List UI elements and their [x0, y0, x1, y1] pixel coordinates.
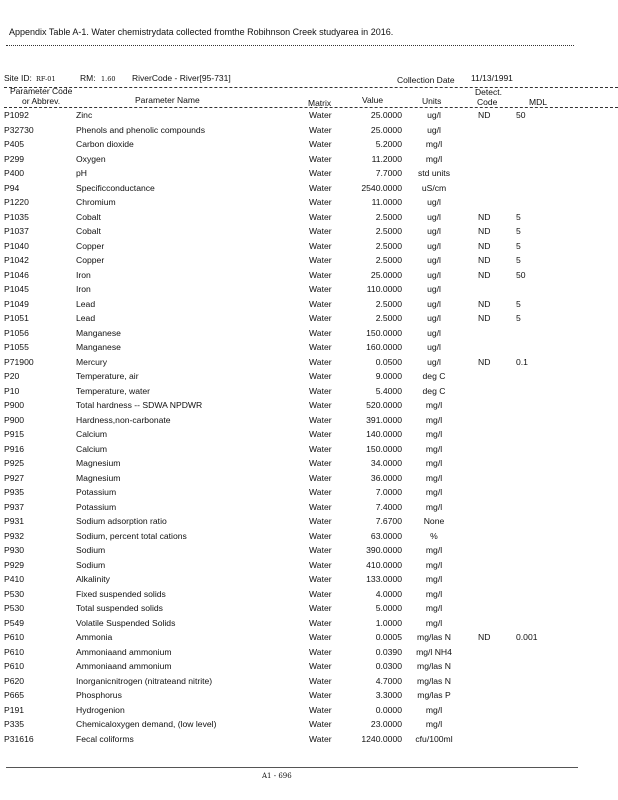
cell-param-code: P405: [4, 139, 25, 149]
cell-units: mg/l NH4: [416, 647, 452, 657]
cell-value: 3.3000: [375, 690, 402, 700]
cell-matrix: Water: [309, 574, 332, 584]
cell-param-code: P915: [4, 429, 25, 439]
cell-param-code: P71900: [4, 357, 34, 367]
cell-units: ug/l: [427, 212, 441, 222]
cell-matrix: Water: [309, 719, 332, 729]
cell-units: mg/l: [425, 574, 443, 584]
cell-param-name: Magnesium: [76, 458, 121, 468]
cell-param-name: Hydrogenion: [76, 705, 125, 715]
cell-matrix: Water: [309, 371, 332, 381]
cell-matrix: Water: [309, 487, 332, 497]
cell-param-code: P400: [4, 168, 25, 178]
cell-param-name: Temperature, water: [76, 386, 151, 396]
cell-param-code: P610: [4, 661, 25, 671]
cell-value: 25.0000: [370, 125, 402, 135]
cell-param-name: Sodium adsorption ratio: [76, 516, 167, 526]
cell-units: mg/l: [425, 415, 443, 425]
cell-param-code: P665: [4, 690, 25, 700]
cell-units: mg/l: [425, 444, 443, 454]
cell-matrix: Water: [309, 603, 332, 613]
cell-param-name: Total hardness -- SDWA NPDWR: [76, 400, 203, 410]
cell-value: 391.0000: [366, 415, 402, 425]
cell-units: mg/l: [425, 705, 443, 715]
cell-units: mg/l: [425, 154, 443, 164]
cell-param-code: P1035: [4, 212, 29, 222]
header-detect-code: Code: [477, 97, 498, 107]
cell-units: mg/las N: [417, 676, 451, 686]
cell-value: 7.4000: [375, 502, 402, 512]
cell-units: mg/l: [425, 589, 443, 599]
page-title: Appendix Table A-1. Water chemistrydata collected fromthe Robihnson Creek studyarea in 2016.: [9, 27, 394, 37]
cell-value: 7.0000: [375, 487, 402, 497]
cell-param-name: Ammonia: [76, 632, 113, 642]
cell-matrix: Water: [309, 154, 332, 164]
cell-param-name: Temperature, air: [76, 371, 139, 381]
header-param-code-abbrev: or Abbrev.: [22, 96, 61, 106]
cell-matrix: Water: [309, 589, 332, 599]
cell-units: uS/cm: [421, 183, 447, 193]
cell-param-code: P530: [4, 603, 25, 613]
cell-units: ug/l: [427, 328, 441, 338]
cell-value: 5.2000: [375, 139, 402, 149]
cell-matrix: Water: [309, 473, 332, 483]
river-code: RiverCode - River[95-731]: [132, 73, 231, 83]
cell-param-code: P900: [4, 400, 25, 410]
cell-matrix: Water: [309, 400, 332, 410]
cell-units: ug/l: [427, 110, 441, 120]
cell-value: 2.5000: [375, 313, 402, 323]
cell-detect-code: ND: [478, 270, 491, 280]
cell-param-code: P925: [4, 458, 25, 468]
cell-matrix: Water: [309, 284, 332, 294]
cell-matrix: Water: [309, 197, 332, 207]
cell-param-name: Iron: [76, 270, 91, 280]
cell-value: 34.0000: [370, 458, 402, 468]
cell-value: 2540.0000: [361, 183, 402, 193]
cell-param-name: Potassium: [76, 502, 117, 512]
cell-matrix: Water: [309, 139, 332, 149]
cell-matrix: Water: [309, 357, 332, 367]
cell-value: 7.6700: [375, 516, 402, 526]
cell-value: 25.0000: [370, 270, 402, 280]
cell-value: 4.7000: [375, 676, 402, 686]
cell-matrix: Water: [309, 183, 332, 193]
cell-detect-code: ND: [478, 212, 491, 222]
collection-date-label: Collection Date: [397, 75, 455, 85]
site-id-label: Site ID:: [4, 73, 32, 83]
site-id-value: RF-01: [36, 75, 56, 83]
cell-units: ug/l: [427, 284, 441, 294]
cell-param-code: P916: [4, 444, 25, 454]
cell-value: 11.0000: [371, 197, 402, 207]
cell-units: deg C: [422, 371, 446, 381]
cell-param-code: P410: [4, 574, 25, 584]
cell-units: ug/l: [427, 299, 441, 309]
cell-value: 2.5000: [375, 255, 402, 265]
cell-mdl: 5: [516, 313, 521, 323]
cell-matrix: Water: [309, 560, 332, 570]
cell-param-name: Phosphorus: [76, 690, 122, 700]
cell-units: mg/l: [425, 719, 443, 729]
cell-value: 0.0500: [375, 357, 402, 367]
cell-value: 0.0390: [375, 647, 402, 657]
cell-param-code: P191: [4, 705, 25, 715]
cell-param-name: Specificconductance: [76, 183, 155, 193]
cell-param-name: pH: [76, 168, 87, 178]
cell-param-code: P20: [4, 371, 20, 381]
cell-mdl: 50: [516, 110, 526, 120]
header-matrix: Matrix: [308, 98, 332, 108]
cell-param-name: Calcium: [76, 444, 108, 454]
cell-mdl: 5: [516, 226, 521, 236]
cell-units: ug/l: [427, 226, 441, 236]
cell-value: 150.0000: [366, 328, 402, 338]
cell-value: 2.5000: [375, 226, 402, 236]
cell-matrix: Water: [309, 734, 332, 744]
cell-units: mg/l: [425, 458, 443, 468]
cell-units: std units: [417, 168, 450, 178]
cell-mdl: 0.1: [516, 357, 528, 367]
cell-param-code: P1056: [4, 328, 29, 338]
cell-param-name: Magnesium: [76, 473, 121, 483]
cell-param-name: Sodium: [76, 560, 106, 570]
cell-param-code: P937: [4, 502, 25, 512]
header-detect: Detect.: [475, 87, 502, 97]
dotted-divider: [6, 45, 574, 46]
cell-param-name: Hardness,non-carbonate: [76, 415, 171, 425]
cell-detect-code: ND: [478, 241, 491, 251]
cell-matrix: Water: [309, 676, 332, 686]
cell-param-name: Iron: [76, 284, 91, 294]
cell-param-name: Carbon dioxide: [76, 139, 134, 149]
cell-param-name: Oxygen: [76, 154, 106, 164]
cell-value: 4.0000: [375, 589, 402, 599]
cell-value: 150.0000: [366, 444, 402, 454]
header-value: Value: [362, 95, 384, 105]
cell-param-name: Fecal coliforms: [76, 734, 134, 744]
rm-value: 1.60: [101, 75, 116, 83]
cell-param-code: P94: [4, 183, 20, 193]
cell-param-code: P935: [4, 487, 25, 497]
cell-param-code: P620: [4, 676, 25, 686]
header-param-name: Parameter Name: [135, 95, 200, 105]
cell-param-name: Copper: [76, 255, 105, 265]
cell-units: mg/las N: [417, 632, 451, 642]
cell-param-code: P929: [4, 560, 25, 570]
cell-mdl: 50: [516, 270, 526, 280]
cell-units: ug/l: [427, 241, 441, 251]
cell-param-name: Chromium: [76, 197, 116, 207]
cell-value: 0.0300: [375, 661, 402, 671]
cell-units: mg/l: [425, 400, 443, 410]
cell-param-code: P1045: [4, 284, 29, 294]
cell-matrix: Water: [309, 313, 332, 323]
cell-param-code: P549: [4, 618, 25, 628]
cell-param-code: P335: [4, 719, 25, 729]
cell-param-name: Manganese: [76, 328, 121, 338]
cell-matrix: Water: [309, 125, 332, 135]
cell-param-code: P10: [4, 386, 20, 396]
cell-param-name: Lead: [76, 299, 96, 309]
cell-value: 5.4000: [375, 386, 402, 396]
cell-matrix: Water: [309, 661, 332, 671]
cell-param-code: P1220: [4, 197, 29, 207]
cell-matrix: Water: [309, 212, 332, 222]
header-param-code: Parameter Code: [10, 86, 73, 96]
cell-param-code: P299: [4, 154, 25, 164]
cell-value: 1.0000: [375, 618, 402, 628]
cell-value: 63.0000: [370, 531, 402, 541]
cell-matrix: Water: [309, 270, 332, 280]
cell-param-name: Calcium: [76, 429, 108, 439]
cell-units: ug/l: [427, 270, 441, 280]
cell-matrix: Water: [309, 531, 332, 541]
cell-value: 1240.0000: [361, 734, 402, 744]
cell-units: deg C: [422, 386, 446, 396]
cell-value: 160.0000: [366, 342, 402, 352]
cell-value: 5.0000: [375, 603, 402, 613]
cell-param-name: Copper: [76, 241, 105, 251]
cell-param-code: P1092: [4, 110, 29, 120]
cell-units: mg/l: [425, 560, 443, 570]
collection-date: 11/13/1991: [471, 73, 513, 83]
cell-param-code: P927: [4, 473, 25, 483]
cell-matrix: Water: [309, 168, 332, 178]
cell-value: 36.0000: [370, 473, 402, 483]
cell-param-code: P530: [4, 589, 25, 599]
cell-units: mg/l: [425, 139, 443, 149]
cell-units: mg/l: [425, 487, 443, 497]
cell-param-code: P31616: [4, 734, 34, 744]
cell-value: 2.5000: [375, 212, 402, 222]
cell-matrix: Water: [309, 255, 332, 265]
cell-param-name: Alkalinity: [76, 574, 110, 584]
cell-matrix: Water: [309, 618, 332, 628]
cell-matrix: Water: [309, 632, 332, 642]
cell-matrix: Water: [309, 545, 332, 555]
cell-matrix: Water: [309, 705, 332, 715]
cell-matrix: Water: [309, 241, 332, 251]
cell-param-code: P1046: [4, 270, 29, 280]
cell-units: ug/l: [427, 255, 441, 265]
cell-param-code: P1055: [4, 342, 29, 352]
cell-value: 7.7000: [375, 168, 402, 178]
cell-param-name: Potassium: [76, 487, 117, 497]
cell-matrix: Water: [309, 429, 332, 439]
cell-mdl: 0.001: [516, 632, 538, 642]
cell-param-name: Zinc: [76, 110, 93, 120]
cell-mdl: 5: [516, 241, 521, 251]
cell-param-name: Phenols and phenolic compounds: [76, 125, 205, 135]
cell-value: 110.0000: [366, 284, 402, 294]
cell-mdl: 5: [516, 255, 521, 265]
cell-value: 0.0005: [375, 632, 402, 642]
cell-param-name: Manganese: [76, 342, 121, 352]
cell-units: mg/l: [425, 473, 443, 483]
header-mdl: MDL: [529, 97, 547, 107]
cell-mdl: 5: [516, 299, 521, 309]
cell-units: ug/l: [427, 197, 441, 207]
cell-detect-code: ND: [478, 255, 491, 265]
cell-param-code: P1051: [4, 313, 29, 323]
cell-matrix: Water: [309, 458, 332, 468]
cell-units: None: [423, 516, 445, 526]
cell-matrix: Water: [309, 342, 332, 352]
cell-units: %: [430, 531, 438, 541]
cell-param-code: P1042: [4, 255, 29, 265]
cell-detect-code: ND: [478, 313, 491, 323]
cell-param-name: Mercury: [76, 357, 108, 367]
cell-value: 2.5000: [375, 241, 402, 251]
cell-param-name: Chemicaloxygen demand, (low level): [76, 719, 217, 729]
cell-param-code: P931: [4, 516, 25, 526]
cell-units: ug/l: [427, 342, 441, 352]
cell-param-code: P610: [4, 647, 25, 657]
cell-value: 390.0000: [366, 545, 402, 555]
cell-matrix: Water: [309, 444, 332, 454]
cell-param-code: P900: [4, 415, 25, 425]
cell-matrix: Water: [309, 328, 332, 338]
rm-label: RM:: [80, 73, 96, 83]
cell-units: ug/l: [427, 313, 441, 323]
cell-param-code: P932: [4, 531, 25, 541]
header-divider-top: [4, 87, 618, 88]
cell-matrix: Water: [309, 386, 332, 396]
cell-param-name: Sodium, percent total cations: [76, 531, 187, 541]
cell-value: 2.5000: [375, 299, 402, 309]
cell-param-code: P930: [4, 545, 25, 555]
page-number: A1 - 696: [262, 772, 292, 780]
cell-units: mg/l: [425, 429, 443, 439]
cell-units: mg/l: [425, 603, 443, 613]
cell-detect-code: ND: [478, 110, 491, 120]
cell-param-code: P610: [4, 632, 25, 642]
cell-matrix: Water: [309, 415, 332, 425]
header-divider-bottom: [4, 107, 618, 108]
cell-units: ug/l: [427, 357, 441, 367]
cell-param-name: Ammoniaand ammonium: [76, 647, 172, 657]
cell-value: 11.2000: [371, 154, 402, 164]
header-units: Units: [422, 96, 442, 106]
cell-value: 140.0000: [366, 429, 402, 439]
cell-matrix: Water: [309, 516, 332, 526]
cell-units: mg/l: [425, 502, 443, 512]
cell-param-name: Cobalt: [76, 226, 101, 236]
cell-units: cfu/100ml: [415, 734, 453, 744]
cell-units: mg/l: [425, 618, 443, 628]
cell-value: 25.0000: [370, 110, 402, 120]
cell-value: 133.0000: [366, 574, 402, 584]
cell-matrix: Water: [309, 299, 332, 309]
cell-detect-code: ND: [478, 226, 491, 236]
cell-param-code: P32730: [4, 125, 34, 135]
cell-param-name: Lead: [76, 313, 96, 323]
cell-param-name: Inorganicnitrogen (nitrateand nitrite): [76, 676, 213, 686]
cell-units: ug/l: [427, 125, 441, 135]
cell-value: 0.0000: [375, 705, 402, 715]
cell-matrix: Water: [309, 690, 332, 700]
cell-units: mg/las N: [417, 661, 451, 671]
cell-param-code: P1037: [4, 226, 29, 236]
cell-matrix: Water: [309, 110, 332, 120]
cell-detect-code: ND: [478, 632, 491, 642]
cell-param-name: Cobalt: [76, 212, 101, 222]
cell-units: mg/l: [425, 545, 443, 555]
cell-param-name: Fixed suspended solids: [76, 589, 166, 599]
cell-detect-code: ND: [478, 357, 491, 367]
cell-value: 520.0000: [366, 400, 402, 410]
cell-value: 23.0000: [370, 719, 402, 729]
cell-matrix: Water: [309, 226, 332, 236]
cell-matrix: Water: [309, 647, 332, 657]
cell-mdl: 5: [516, 212, 521, 222]
cell-units: mg/las P: [417, 690, 451, 700]
footer-rule: [6, 767, 578, 768]
cell-param-name: Volatile Suspended Solids: [76, 618, 176, 628]
cell-value: 410.0000: [366, 560, 402, 570]
cell-matrix: Water: [309, 502, 332, 512]
cell-param-name: Ammoniaand ammonium: [76, 661, 172, 671]
cell-param-code: P1049: [4, 299, 29, 309]
cell-value: 9.0000: [375, 371, 402, 381]
cell-param-name: Total suspended solids: [76, 603, 163, 613]
cell-param-name: Sodium: [76, 545, 106, 555]
cell-detect-code: ND: [478, 299, 491, 309]
cell-param-code: P1040: [4, 241, 29, 251]
